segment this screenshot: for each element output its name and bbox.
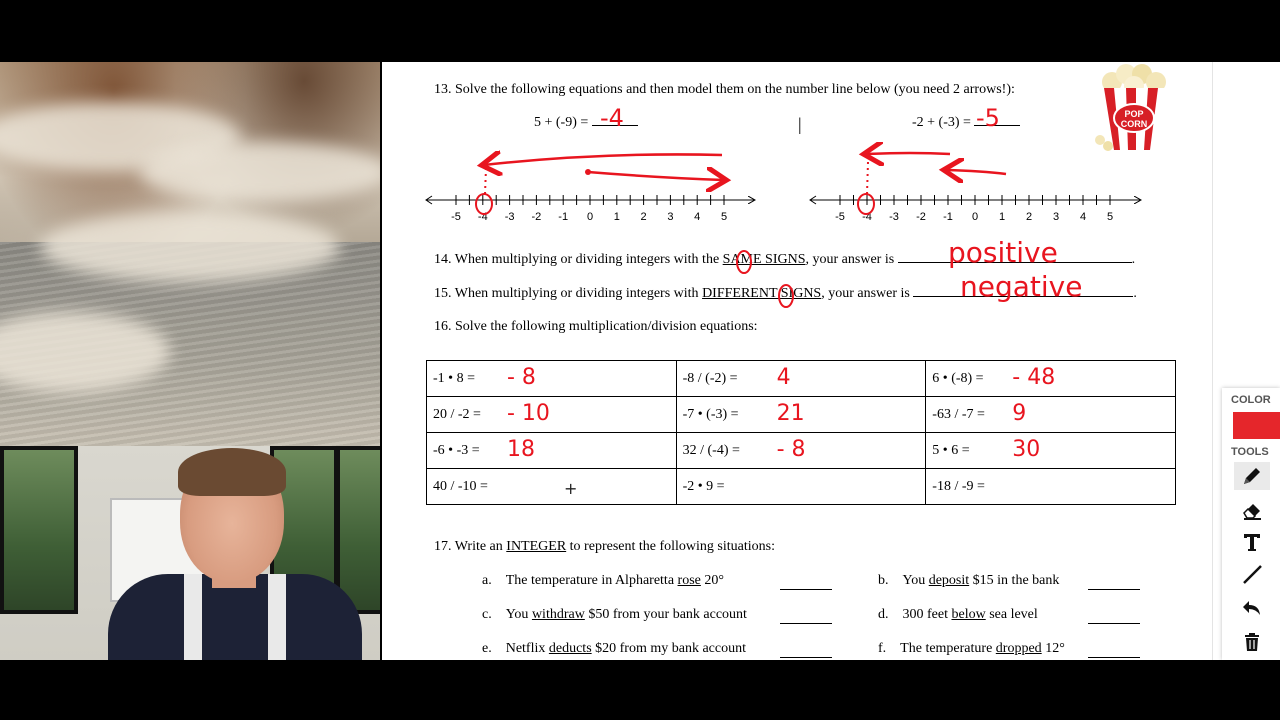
- equation-cell: [676, 469, 926, 505]
- annotation-toolbox: [1222, 388, 1280, 660]
- item-text-post: $50 from your bank account: [584, 607, 747, 622]
- question-15-text: 15. When multiplying or dividing integers with DIFFERENT SIGNS, your answer is .: [434, 286, 1137, 301]
- handwritten-answer: 18: [507, 437, 535, 462]
- eraser-tool[interactable]: [1234, 496, 1270, 524]
- number-line-label: 0: [586, 211, 594, 223]
- item-keyword: deducts: [548, 641, 592, 656]
- handwritten-answer: - 48: [1012, 365, 1056, 390]
- popcorn-image: [1090, 64, 1180, 154]
- equation-cell: [676, 361, 926, 397]
- line-icon: [1241, 563, 1263, 585]
- equation-2: -2 + (-3) =: [912, 115, 1020, 131]
- equation-cell: [427, 397, 677, 433]
- item-text-pre: You: [902, 573, 929, 588]
- equation-text: 6 • (-8) =: [932, 370, 984, 386]
- answer-blank[interactable]: [780, 589, 832, 590]
- number-line-label: 2: [1025, 211, 1033, 223]
- item-letter: c.: [482, 607, 492, 622]
- item-text-pre: 300 feet: [902, 607, 952, 622]
- answer-blank[interactable]: [780, 657, 832, 658]
- answer-blank[interactable]: [1088, 657, 1140, 658]
- trash-icon: [1241, 631, 1263, 653]
- answer-blank[interactable]: [780, 623, 832, 624]
- item-text-post: 20°: [700, 573, 724, 588]
- equation-cell: [427, 469, 677, 505]
- color-swatch[interactable]: [1233, 412, 1280, 439]
- item-letter: d.: [878, 607, 889, 622]
- pencil-icon: [1241, 465, 1263, 487]
- item-keyword: dropped: [995, 641, 1042, 656]
- number-line-label: 5: [1106, 211, 1114, 223]
- equation-1-answer: -4: [600, 104, 624, 132]
- handwritten-answer: 4: [776, 365, 791, 390]
- item-keyword: deposit: [928, 573, 970, 588]
- pencil-tool[interactable]: [1234, 462, 1270, 490]
- eraser-icon: [1241, 499, 1263, 521]
- number-line-label: 5: [720, 211, 728, 223]
- number-line-label: 4: [694, 211, 701, 223]
- equation-cell: [926, 469, 1176, 505]
- circle-mark: [776, 282, 796, 310]
- question-17-text: 17. Write an INTEGER to represent the following situations:: [434, 539, 775, 554]
- equation-text: -18 / -9 =: [932, 478, 985, 494]
- answer-blank[interactable]: [1088, 589, 1140, 590]
- item-keyword: below: [951, 607, 986, 622]
- situation-item: [482, 573, 724, 589]
- question-13-text: 13. Solve the following equations and then model them on the number line below (you need 2 arrows!):: [434, 82, 1015, 97]
- item-keyword: rose: [677, 573, 701, 588]
- equation-cell: [427, 433, 677, 469]
- equation-text: 20 / -2 =: [433, 406, 481, 422]
- table-row: [427, 469, 1176, 505]
- undo-icon: [1241, 597, 1263, 619]
- equation-text: -8 / (-2) =: [682, 370, 738, 386]
- handwritten-answer: - 8: [776, 437, 806, 462]
- item-text-post: $20 from my bank account: [591, 641, 746, 656]
- equation-cell: [926, 433, 1176, 469]
- bottom-black-bar: [0, 660, 1280, 720]
- worksheet-canvas[interactable]: [382, 62, 1212, 660]
- question-16-text: 16. Solve the following multiplication/division equations:: [434, 319, 758, 334]
- number-line-label: -1: [558, 211, 569, 223]
- situation-item: [878, 641, 1065, 657]
- number-line-label: -3: [889, 211, 899, 223]
- equation-2-answer: -5: [976, 104, 1000, 132]
- question-15-answer: negative: [960, 270, 1083, 303]
- item-letter: b.: [878, 573, 889, 588]
- number-line-label: 1: [613, 211, 620, 223]
- table-row: [427, 397, 1176, 433]
- landscape-image: [0, 62, 380, 446]
- equation-cell: [926, 397, 1176, 433]
- number-lines: [382, 142, 1212, 232]
- equation-cell: [427, 361, 677, 397]
- crosshair-cursor: +: [564, 479, 578, 498]
- number-line-label: -4: [862, 211, 872, 223]
- text-cursor: |: [798, 114, 802, 134]
- number-line-label: -5: [835, 211, 845, 223]
- equation-1: 5 + (-9) =: [534, 115, 638, 131]
- number-line-label: 4: [1079, 211, 1087, 223]
- question-14-text: 14. When multiplying or dividing integers with the SAME SIGNS, your answer is .: [434, 252, 1136, 267]
- item-text-pre: The temperature in Alpharetta: [505, 573, 678, 588]
- top-black-bar: [0, 0, 1280, 62]
- number-line-label: -5: [451, 211, 461, 223]
- situation-item: [878, 607, 1038, 623]
- text-icon: [1241, 531, 1263, 553]
- equation-text: -63 / -7 =: [932, 406, 985, 422]
- equation-text: 32 / (-4) =: [682, 442, 740, 458]
- tools-label: TOOLS: [1231, 446, 1269, 458]
- delete-tool[interactable]: [1234, 628, 1270, 656]
- item-letter: f.: [878, 641, 887, 656]
- question-14-answer: positive: [948, 236, 1058, 269]
- item-text-pre: You: [505, 607, 532, 622]
- undo-tool[interactable]: [1234, 594, 1270, 622]
- circle-mark: [734, 248, 754, 276]
- equation-cell: [926, 361, 1176, 397]
- webcam-feed: [0, 446, 380, 660]
- equations-table: [426, 360, 1176, 505]
- item-letter: a.: [482, 573, 492, 588]
- handwritten-answer: - 8: [507, 365, 536, 390]
- number-line-label: -3: [504, 211, 515, 223]
- number-line-label: 1: [998, 211, 1006, 223]
- table-row: [427, 361, 1176, 397]
- equation-cell: [676, 433, 926, 469]
- number-line-label: -4: [477, 211, 488, 223]
- handwritten-answer: - 10: [507, 401, 550, 426]
- svg-text:POP: POP: [1124, 109, 1144, 119]
- situation-item: [482, 607, 747, 623]
- handwritten-answer: 21: [776, 401, 805, 426]
- number-line-label: -2: [916, 211, 926, 223]
- item-text-post: sea level: [985, 607, 1038, 622]
- equation-text: -6 • -3 =: [433, 442, 480, 458]
- item-text-pre: The temperature: [900, 641, 996, 656]
- equation-text: 5 • 6 =: [932, 442, 970, 458]
- equation-cell: [676, 397, 926, 433]
- color-label: COLOR: [1231, 394, 1271, 406]
- item-text-post: $15 in the bank: [969, 573, 1060, 588]
- number-line-label: 3: [667, 211, 674, 223]
- number-line-label: 3: [1052, 211, 1060, 223]
- equation-text: -1 • 8 =: [433, 370, 475, 386]
- equation-text: -2 • 9 =: [682, 478, 725, 494]
- item-letter: e.: [482, 641, 492, 656]
- answer-blank[interactable]: [1088, 623, 1140, 624]
- number-line-label: -2: [531, 211, 542, 223]
- equation-text: 40 / -10 =: [433, 478, 488, 494]
- handwritten-answer: 9: [1012, 401, 1027, 426]
- item-text-pre: Netflix: [505, 641, 549, 656]
- svg-text:CORN: CORN: [1120, 119, 1148, 129]
- text-tool[interactable]: [1234, 528, 1270, 556]
- number-line-label: 0: [971, 211, 979, 223]
- item-keyword: withdraw: [531, 607, 585, 622]
- situation-item: [878, 573, 1059, 589]
- number-line-label: -1: [943, 211, 953, 223]
- equation-text: -7 • (-3) =: [682, 406, 739, 422]
- item-text-post: 12°: [1041, 641, 1065, 656]
- handwritten-answer: 30: [1012, 437, 1041, 462]
- number-line-label: 2: [640, 211, 647, 223]
- table-row: [427, 433, 1176, 469]
- situation-item: [482, 641, 746, 657]
- line-tool[interactable]: [1234, 560, 1270, 588]
